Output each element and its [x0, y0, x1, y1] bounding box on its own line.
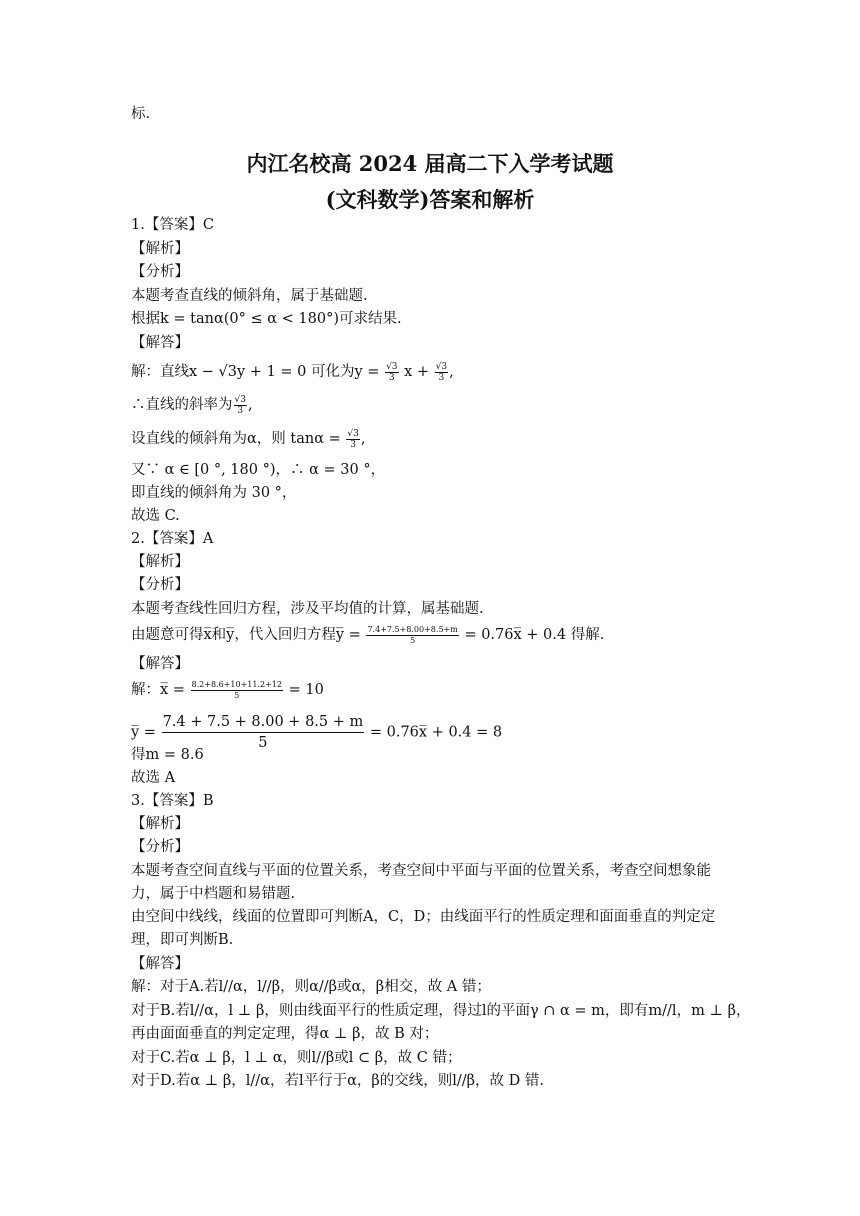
q2-solution-2: y̅ = $\frac{7.4 + 7.5 + 8.00 + 8.5 + m}{5}$ = 0.76x̅ + 0.4 = 8	[131, 714, 503, 751]
q1-solution-1: 解：直线x − √3y + 1 = 0 可化为y = $\frac{√3}{3}$ x + $\frac{√3}{3}$ ,	[131, 361, 454, 383]
q2-solution-1: 解：x̅ = $\frac{8.2+8.6+10+11.2+12}{5}$ = 10	[131, 679, 324, 700]
q1-fenxi-label: 【分析】	[131, 264, 189, 280]
q3-answer: 3.【答案】B	[131, 793, 214, 809]
q2-answer: 2.【答案】A	[131, 531, 214, 547]
top-fragment: 标.	[131, 106, 151, 122]
q3-fenxi-label: 【分析】	[131, 839, 189, 855]
q1-sol1-text-a: 解：直线x − √3y + 1 = 0 可化为y =	[131, 364, 380, 380]
page-title-line1: 内江名校高 2024 届高二下入学考试题	[246, 151, 614, 176]
q1-sol3-fraction: $\frac{√3}{3}$	[347, 428, 359, 450]
q2-solution-4: 故选 A	[131, 770, 176, 786]
q1-answer: 1.【答案】C	[131, 217, 214, 233]
q1-sol1-text-b: x +	[404, 364, 430, 380]
q1-analysis-1: 本题考查直线的倾斜角，属于基础题.	[131, 288, 368, 304]
q2-analysis-2: 由题意可得x̅和y̅，代入回归方程y̅ = $\frac{7.4+7.5+8.00+8.5+m}{5}$ = 0.76x̅ + 0.4 得解.	[131, 624, 605, 645]
q2-jieda-label: 【解答】	[131, 656, 189, 672]
q3-solution-1: 解：对于A.若l//α，l//β，则α//β或α，β相交，故 A 错；	[131, 979, 491, 995]
q1-jieda-label: 【解答】	[131, 335, 189, 351]
q3-analysis-1: 本题考查空间直线与平面的位置关系，考查空间中平面与平面的位置关系，考查空间想象能	[131, 863, 711, 879]
q3-analysis-3: 由空间中线线，线面的位置即可判断A，C，D；由线面平行的性质定理和面面垂直的判定定	[131, 909, 716, 925]
q3-analysis-2: 力，属于中档题和易错题.	[131, 886, 296, 902]
q3-jiexi-label: 【解析】	[131, 816, 189, 832]
q2-sol1-fraction: $\frac{8.2+8.6+10+11.2+12}{5}$	[191, 679, 282, 700]
q3-solution-4: 对于C.若α ⊥ β，l ⊥ α，则l//β或l ⊂ β，故 C 错；	[131, 1050, 462, 1066]
q2-solution-3: 得m = 8.6	[131, 747, 204, 763]
q1-sol1-fraction-2: $\frac{√3}{3}$	[435, 361, 448, 383]
q2-fenxi-label: 【分析】	[131, 577, 189, 593]
q3-solution-3: 再由面面垂直的判定定理，得α ⊥ β，故 B 对；	[131, 1026, 439, 1042]
q1-solution-5: 即直线的倾斜角为 30 °，	[131, 485, 297, 501]
q1-solution-6: 故选 C.	[131, 508, 180, 524]
q2-sol2-fraction: $\frac{7.4 + 7.5 + 8.00 + 8.5 + m}{5}$	[162, 714, 364, 751]
q3-jieda-label: 【解答】	[131, 956, 189, 972]
q3-analysis-4: 理，即可判断B.	[131, 932, 234, 948]
q1-solution-3: 设直线的倾斜角为α，则 tanα = $\frac{√3}{3}$ ,	[131, 428, 366, 450]
q2-analysis-1: 本题考查线性回归方程，涉及平均值的计算，属基础题.	[131, 601, 484, 617]
q1-analysis-2: 根据k = tanα(0° ≤ α < 180°)可求结果.	[131, 311, 402, 327]
q1-sol2-fraction: $\frac{√3}{3}$	[234, 394, 246, 416]
q1-sol1-fraction-1: $\frac{√3}{3}$	[386, 361, 398, 383]
q1-jiexi-label: 【解析】	[131, 241, 189, 257]
q3-solution-2: 对于B.若l//α，l ⊥ β，则由线面平行的性质定理，得过l的平面γ ∩ α = m，即有m//l，m ⊥ β，	[131, 1003, 751, 1019]
q2-analysis-fraction: $\frac{7.4+7.5+8.00+8.5+m}{5}$	[367, 624, 458, 645]
q2-jiexi-label: 【解析】	[131, 554, 189, 570]
q1-solution-4: 又∵ α ∈ [0 °, 180 °)，∴ α = 30 °，	[131, 462, 386, 478]
page-title-line2: (文科数学)答案和解析	[325, 187, 535, 212]
q1-solution-2: ∴直线的斜率为 $\frac{√3}{3}$ ,	[131, 394, 253, 416]
q3-solution-5: 对于D.若α ⊥ β，l//α，若l平行于α，β的交线，则l//β，故 D 错.	[131, 1073, 545, 1089]
